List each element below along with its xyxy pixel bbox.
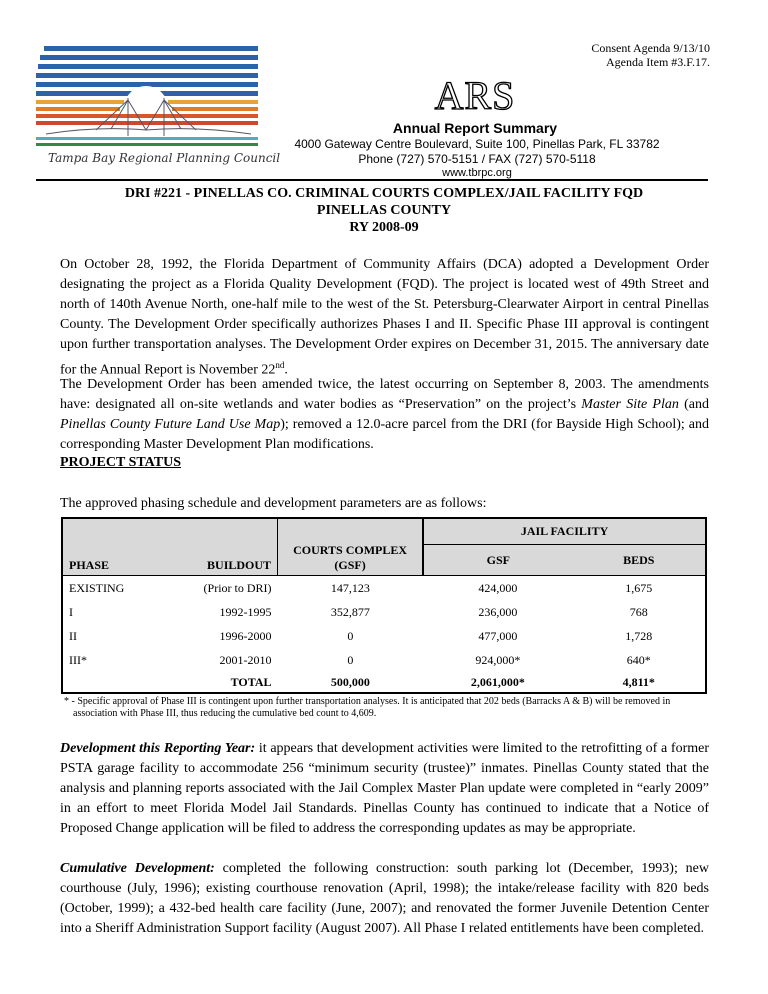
cell-gsf: 236,000 — [478, 604, 518, 619]
cell-total-gsf: 2,061,000* — [470, 674, 525, 689]
cell-buildout: 1996-2000 — [219, 628, 272, 643]
cell-phase: II — [69, 628, 77, 643]
address-street: 4000 Gateway Centre Boulevard, Suite 100, Pinellas Park, FL 33782 — [294, 137, 660, 151]
cell-beds: 640* — [626, 652, 651, 667]
cell-buildout: (Prior to DRI) — [203, 580, 272, 595]
cell-courts: 0 — [347, 652, 354, 667]
development-this-year-lead: Development this Reporting Year: — [60, 741, 256, 756]
ars-title: ARS — [434, 73, 516, 118]
courts-header-line1: COURTS COMPLEX — [293, 543, 408, 557]
intro-superscript: nd — [275, 360, 285, 370]
amendments-text-b: (and — [678, 397, 709, 412]
footnote-line2: association with Phase III, thus reducing the cumulative bed count to 4,609. — [73, 707, 377, 719]
cell-phase: III* — [69, 652, 87, 667]
amendments-paragraph — [60, 375, 709, 455]
consent-agenda-date: Consent Agenda 9/13/10 — [591, 41, 710, 55]
cell-courts: 147,123 — [330, 580, 370, 595]
cell-total-label: TOTAL — [230, 674, 272, 689]
intro-text: On October 28, 1992, the Florida Department of Community Affairs (DCA) adopted a Development Order designating the project as a Florida Quality Development (FQD). The project is located west of 49th Street and north of 140th Avenue North, one-half mile to the west of the St. Petersburg-Clearwater Airport in central Pinellas County. The Development Order specifically authorizes Phases I and II. Specific Phase III approval is contingent upon further transportation analyses. The Development Order expires on December 31, 2015. The anniversary date for the Annual Report is November 22 — [60, 257, 709, 378]
cell-total-beds: 4,811* — [622, 674, 655, 689]
col-courts-header — [278, 518, 424, 576]
table-header-row-1 — [62, 518, 706, 545]
cell-beds: 768 — [629, 604, 648, 619]
consent-agenda-label — [591, 41, 710, 69]
cell-courts: 0 — [347, 628, 354, 643]
amendments-text-c: ); removed a 12.0-acre parcel from the DRI (for Bayside High School); and corresponding Master Development Plan modifications. — [60, 417, 709, 452]
table-row — [62, 624, 706, 648]
development-this-year-body: it appears that development activities were limited to the retrofitting of a former PSTA garage facility to accommodate 256 “minimum security (trustee)” inmates. Pinellas County stated that the analysis and planning reports associated with the Jail Complex Master Plan update were completed in “early 2009” in an effort to meet Florida Model Jail Standards. Pinellas County has continued to indicate that a Notice of Proposed Change application will be filed to address the corresponding updates as may be appropriate. — [60, 741, 709, 836]
table-total-row — [62, 672, 706, 693]
cell-buildout: 2001-2010 — [219, 652, 272, 667]
cell-beds: 1,675 — [625, 580, 653, 595]
address-phone: Phone (727) 570-5151 / FAX (727) 570-5118 — [358, 151, 596, 166]
cumulative-development-body: completed the following construction: south parking lot (December, 1993); new courthouse (July, 1996); existing courthouse renovation (April, 1998); the intake/release facility with 820 beds (October, 1999); a 432-bed health care facility (June, 2007); and renovated the former Juvenile Detention Center into a Sheriff Administration Support facility (August 2007). All Phase I related entitlements have been completed. — [60, 861, 709, 936]
cell-buildout: 1992-1995 — [219, 604, 272, 619]
table-row — [62, 576, 706, 601]
phasing-intro: The approved phasing schedule and development parameters are as follows: — [60, 496, 487, 511]
cell-gsf: 477,000 — [478, 628, 518, 643]
table-row — [62, 600, 706, 624]
header-divider — [36, 179, 708, 181]
heading-title: DRI #221 - PINELLAS CO. CRIMINAL COURTS COMPLEX/JAIL FACILITY FQD — [124, 186, 644, 201]
section-project-status: PROJECT STATUS — [60, 455, 181, 470]
col-phase-header: PHASE — [62, 518, 172, 576]
ars-subtitle: Annual Report Summary — [392, 120, 558, 136]
footnote-line1: * - Specific approval of Phase III is contingent upon further transportation analyses. It is anticipated that 202 beds (Barracks A & B) will be removed in — [64, 696, 671, 707]
website-link[interactable]: www.tbrpc.org — [442, 167, 512, 179]
heading-report-year: RY 2008-09 — [349, 220, 419, 235]
col-beds-header: BEDS — [573, 545, 706, 576]
table-footnote — [64, 696, 714, 719]
cell-phase: I — [69, 604, 73, 619]
cell-total-blank — [62, 672, 172, 693]
development-this-year-paragraph — [60, 739, 709, 839]
intro-paragraph — [60, 255, 709, 381]
col-gsf-header: GSF — [423, 545, 572, 576]
cell-courts: 352,877 — [330, 604, 370, 619]
cell-phase: EXISTING — [69, 580, 125, 595]
council-address — [0, 137, 768, 181]
cell-total-courts: 500,000 — [330, 674, 370, 689]
col-jail-facility-header: JAIL FACILITY — [423, 518, 706, 545]
courts-header-line2: (GSF) — [334, 558, 366, 572]
amendments-text-a: The Development Order has been amended twice, the latest occurring on September 8, 2003. The amendments have: designated all on-site wetlands and water bodies as “Preservation” on the project’s — [60, 377, 709, 412]
cumulative-development-paragraph — [60, 859, 709, 939]
cell-gsf: 424,000 — [478, 580, 518, 595]
future-land-use-map-ref: Pinellas County Future Land Use Map — [60, 417, 281, 432]
heading-county: PINELLAS COUNTY — [316, 203, 452, 218]
master-site-plan-ref: Master Site Plan — [581, 397, 679, 412]
table-row — [62, 648, 706, 672]
cell-beds: 1,728 — [625, 628, 653, 643]
document-heading — [0, 185, 768, 236]
phasing-table — [61, 517, 707, 694]
cumulative-development-lead: Cumulative Development: — [60, 861, 215, 876]
council-name: Tampa Bay Regional Planning Council — [48, 151, 281, 165]
intro-end: . — [284, 362, 288, 378]
agenda-item-number: Agenda Item #3.F.17. — [605, 55, 710, 69]
cell-gsf: 924,000* — [475, 652, 521, 667]
col-buildout-header: BUILDOUT — [172, 518, 278, 576]
